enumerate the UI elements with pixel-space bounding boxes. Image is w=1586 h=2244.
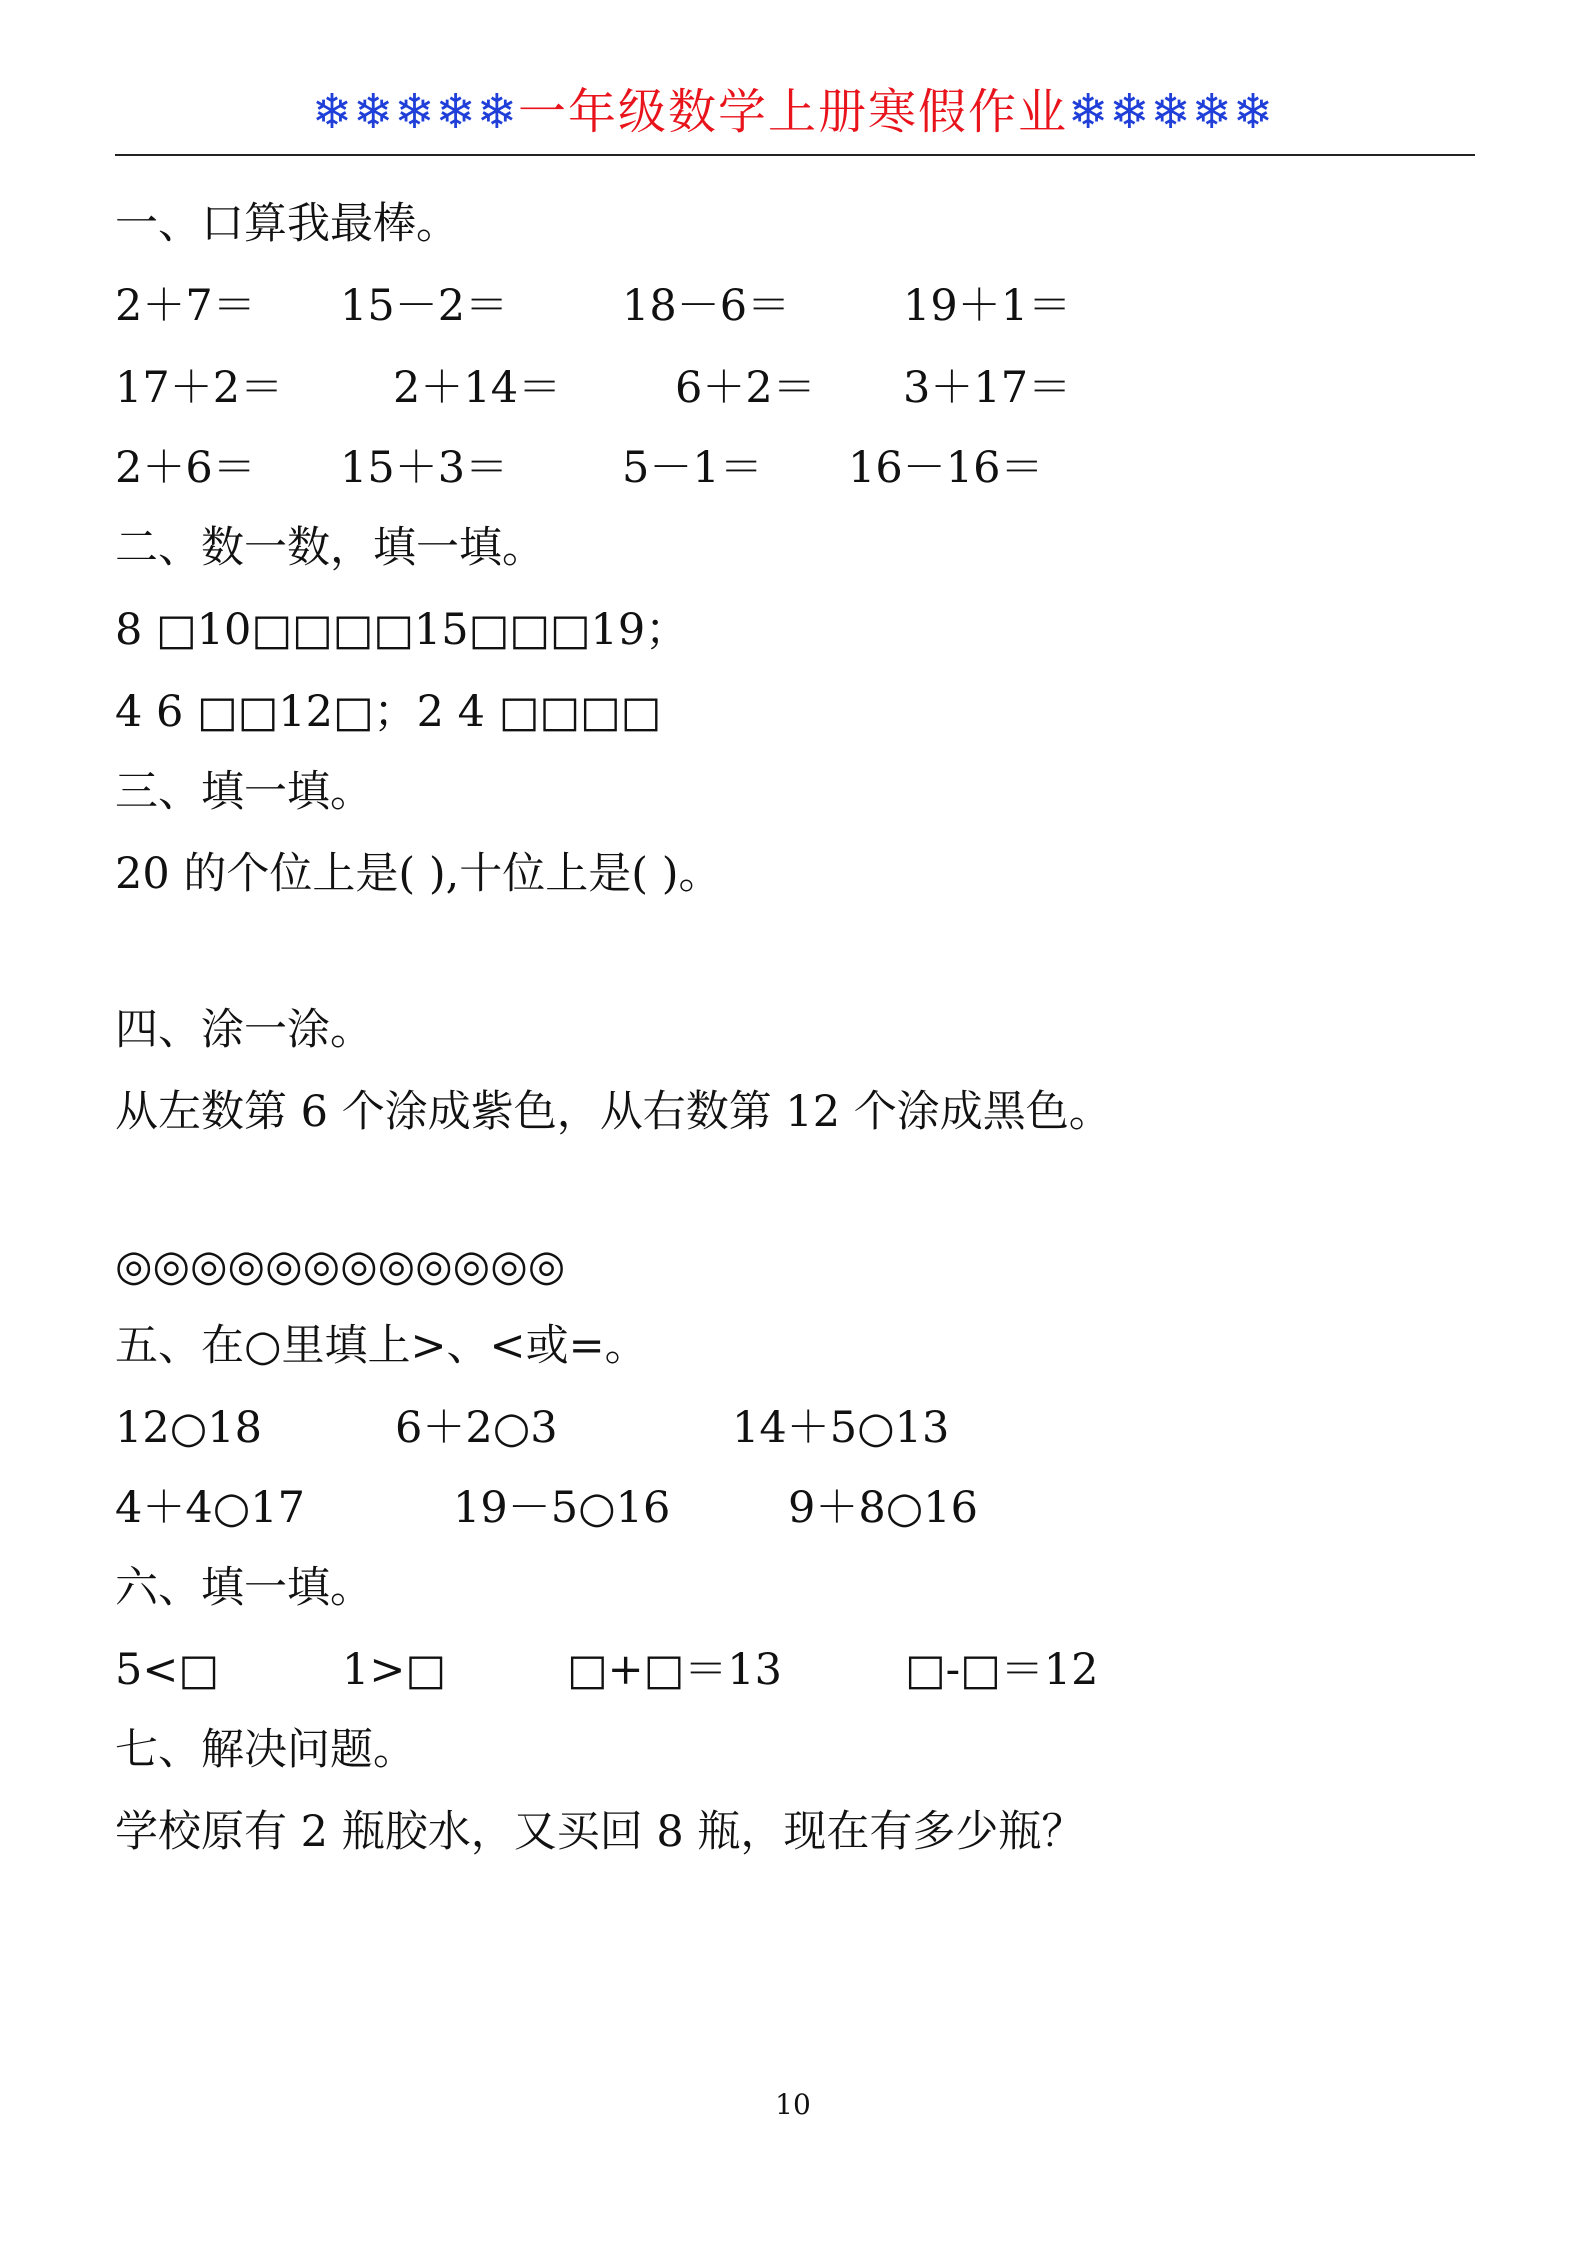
- problem: 5－1＝: [622, 443, 763, 493]
- oral-calc-row: [115, 360, 1115, 416]
- snowflake-icon: ❄❄❄❄❄: [311, 84, 518, 140]
- problem: 2＋6＝: [115, 443, 256, 493]
- place-value-question: 20 的个位上是( ),十位上是( )。: [115, 849, 722, 899]
- header-divider: [115, 154, 1475, 156]
- section-1-title: 一、口算我最棒。: [115, 199, 459, 249]
- fill-item: 1>□: [342, 1645, 447, 1695]
- compare-item: 12○18: [115, 1403, 262, 1453]
- problem: 2＋14＝: [393, 363, 562, 413]
- problem: 16－16＝: [848, 443, 1044, 493]
- section-6-title: 六、填一填。: [115, 1563, 373, 1613]
- page-number: 10: [775, 2088, 811, 2121]
- problem: 18－6＝: [622, 281, 791, 331]
- fill-row: [115, 1642, 1115, 1698]
- section-4-title: 四、涂一涂。: [115, 1005, 373, 1055]
- compare-item: 6＋2○3: [395, 1403, 558, 1453]
- problem: 6＋2＝: [675, 363, 816, 413]
- problem: 15－2＝: [340, 281, 509, 331]
- number-sequence: 8 □10□□□□15□□□19；: [115, 605, 689, 655]
- page-header: [0, 82, 1586, 142]
- word-problem: 学校原有 2 瓶胶水，又买回 8 瓶，现在有多少瓶？: [115, 1807, 1085, 1857]
- number-sequence: 4 6 □□12□；2 4 □□□□: [115, 687, 662, 737]
- snowflake-icon: ❄❄❄❄❄: [1068, 84, 1275, 140]
- problem: 15＋3＝: [340, 443, 509, 493]
- oral-calc-row: [115, 440, 1115, 496]
- problem: 17＋2＝: [115, 363, 284, 413]
- compare-row: [115, 1480, 1115, 1536]
- section-2-title: 二、数一数，填一填。: [115, 523, 545, 573]
- problem: 3＋17＝: [903, 363, 1072, 413]
- coloring-instruction: 从左数第 6 个涂成紫色，从右数第 12 个涂成黑色。: [115, 1087, 1112, 1137]
- section-3-title: 三、填一填。: [115, 767, 373, 817]
- page-title: 一年级数学上册寒假作业: [517, 84, 1068, 140]
- section-5-title: 五、在○里填上>、<或=。: [115, 1321, 648, 1371]
- fill-item: 5<□: [115, 1645, 220, 1695]
- compare-row: [115, 1400, 1115, 1456]
- section-7-title: 七、解决问题。: [115, 1725, 416, 1775]
- compare-item: 9＋8○16: [788, 1483, 978, 1533]
- oral-calc-row: [115, 278, 1115, 334]
- compare-item: 19－5○16: [453, 1483, 671, 1533]
- problem: 2＋7＝: [115, 281, 256, 331]
- fill-item: □-□＝12: [905, 1645, 1099, 1695]
- compare-item: 4＋4○17: [115, 1483, 305, 1533]
- fill-item: □+□＝13: [567, 1645, 782, 1695]
- problem: 19＋1＝: [903, 281, 1072, 331]
- compare-item: 14＋5○13: [732, 1403, 950, 1453]
- circle-row: ◎◎◎◎◎◎◎◎◎◎◎◎: [115, 1241, 566, 1291]
